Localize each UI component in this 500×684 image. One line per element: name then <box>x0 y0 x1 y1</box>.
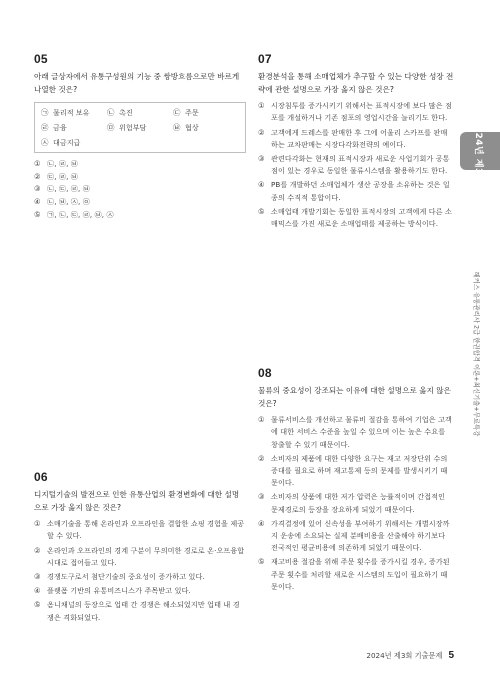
answer-option[interactable]: ④ 플랫폼 기반의 유통비즈니스가 주목받고 있다. <box>34 586 191 596</box>
answer-option[interactable]: ① 시장침투를 증가시키기 위해서는 표적시장에 보다 많은 점포를 개설하거나 기존 점포의 영업시간을 늘리기도 한다. <box>258 101 452 123</box>
box-item: ㉤ 위험부담 <box>107 123 147 133</box>
answer-options <box>34 518 246 624</box>
answer-options <box>34 158 246 220</box>
box-item: ㉢ 주문 <box>173 108 199 118</box>
question-number: 05 <box>34 52 48 66</box>
exam-round-label: 2024년 제3회 <box>473 118 484 184</box>
answer-options <box>258 100 454 230</box>
page-footer <box>366 650 454 661</box>
answer-option[interactable]: ③ ㉡, ㉢, ㉣, ㉥ <box>34 184 90 194</box>
box-item: ㉠ 물리적 보유 <box>41 108 90 118</box>
answer-option[interactable]: ② 온라인과 오프라인의 경계 구분이 무의미한 경로로 온·오프융합시대로 접어들고 있다. <box>34 545 245 567</box>
answer-option[interactable]: ① ㉡, ㉣, ㉥ <box>34 159 79 169</box>
book-title-caption: 해커스 유통관리사 2급 한권합격 이론+최신기출+무료특강 <box>472 271 481 437</box>
box-item: ㉥ 협상 <box>173 123 199 133</box>
answer-option[interactable]: ⑤ 옴니채널의 등장으로 업태 간 경쟁은 해소되었지만 업태 내 경쟁은 격화되었다. <box>34 600 240 622</box>
footer-label: 2024년 제3회 기출문제 <box>366 650 443 660</box>
question-stem: 물류의 중요성이 강조되는 이유에 대한 설명으로 옳지 않은 것은? <box>258 386 451 408</box>
answer-option[interactable]: ② 고객에게 드레스를 판매한 후 그에 어울리 스카프를 판매하는 교차판매는 시장다각화전략의 예이다. <box>258 127 448 149</box>
question-number: 07 <box>258 52 272 66</box>
answer-option[interactable]: ② 소비자의 제품에 대한 다양한 요구는 재고 저장단위 수의 증대를 필요로 하며 재고통제 등의 문제를 발생시키기 때문이다. <box>258 453 448 488</box>
question-number: 06 <box>34 470 48 484</box>
box-item: ㉣ 금융 <box>41 123 67 133</box>
choice-box <box>34 102 246 153</box>
box-item: ㉡ 촉진 <box>107 108 133 118</box>
question-05 <box>34 52 246 220</box>
question-07 <box>258 52 454 230</box>
box-item: ㉦ 대금지급 <box>41 138 81 148</box>
answer-option[interactable]: ③ 소비자의 상품에 대한 저가 압력은 능률적이며 간접적인 문제경로의 등장을 장요하게 되었기 때문이다. <box>258 492 446 514</box>
answer-option[interactable]: ① 소매기술을 통해 온라인과 오프라인을 결합한 쇼핑 경험을 제공할 수 있다. <box>34 519 245 541</box>
question-stem: 환경분석을 통해 소매업체가 추구할 수 있는 다양한 성장 전략에 관한 설명으로 가장 옳지 않은 것은? <box>258 72 454 94</box>
answer-option[interactable]: ③ 경쟁도구로서 첨단기술의 중요성이 증가하고 있다. <box>34 572 205 581</box>
answer-option[interactable]: ⑤ 재고비용 절감을 위해 주문 횟수를 증가시킬 경우, 증가된 주문 횟수를 처리할 새로운 시스템의 도입이 필요하기 때문이다. <box>258 557 450 591</box>
question-06 <box>34 470 246 624</box>
answer-options <box>258 414 454 593</box>
answer-option[interactable]: ④ PB를 개발하던 소매업체가 생산 공장을 소유하는 것은 일종의 수직적 통합이다. <box>258 180 450 202</box>
answer-option[interactable]: ⑤ ㉠, ㉡, ㉢, ㉣, ㉥, ㉦ <box>34 209 114 219</box>
exam-round-tab <box>460 118 500 184</box>
answer-option[interactable]: ③ 관련다각화는 현재의 표적시장과 새로운 사업기회가 공통점이 있는 경우로 동일한 물류시스템을 활용하기도 한다. <box>258 154 450 176</box>
page-number: 5 <box>448 650 454 661</box>
answer-option[interactable]: ② ㉢, ㉣, ㉥ <box>34 171 79 181</box>
answer-option[interactable]: ④ 가격결정에 있어 신속성을 부여하기 위해서는 개별시장까지 운송에 소요되는 실제 분배비용을 산출해야 하기보다 전국적인 평균비용에 의존하게 되었기 때문이다. <box>258 518 450 553</box>
question-number: 08 <box>258 366 272 380</box>
answer-option[interactable]: ⑤ 소매업태 개발기회는 동일한 표적시장의 고객에게 다른 소매믹스를 가진 새로운 소매업태를 제공하는 방식이다. <box>258 206 452 229</box>
answer-option[interactable]: ① 물류서비스를 개선하고 물류비 절감을 통하여 기업은 고객에 대한 서비스 수준을 높일 수 있으며 이는 높은 수요를 창출할 수 있기 때문이다. <box>258 415 452 449</box>
question-08 <box>258 366 454 593</box>
answer-option[interactable]: ④ ㉡, ㉥, ㉦, ㉧ <box>34 196 90 206</box>
question-stem: 디지털기술의 발전으로 인한 유통산업의 환경변화에 대한 설명으로 가장 옳지 않은 것은? <box>34 490 240 512</box>
question-stem: 아래 글상자에서 유통구성원의 기능 중 쌍방흐름으로만 바르게 나열한 것은? <box>34 72 240 94</box>
